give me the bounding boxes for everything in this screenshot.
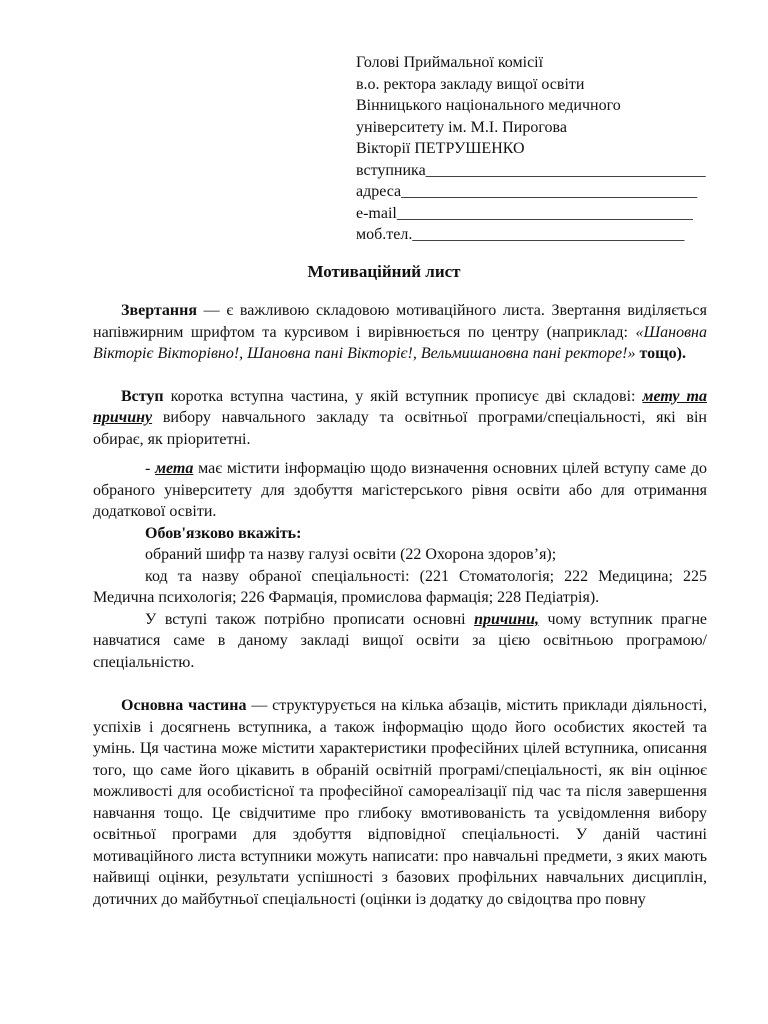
- addressee-name: Вікторії ПЕТРУШЕНКО: [356, 140, 525, 157]
- goal-text: має містити інформацію щодо визначення основних цілей вступу саме до обраного університету для здобуття магістерського рівня освіти або для отримання додаткової освіти.: [93, 460, 708, 520]
- required-heading: Обов'язково вкажіть:: [145, 524, 302, 542]
- document-title: Мотиваційний лист: [307, 262, 461, 281]
- reasons-text-1: У вступі також потрібно прописати основні: [145, 610, 475, 628]
- required-item-1: обраний шифр та назву галузі освіти (22 Охорона здоров’я);: [145, 546, 557, 563]
- main-text: — структурується на кілька абзаців, містить приклади діяльності, успіхів і досягнень вступника, а також інформацію щодо його особистих якостей та умінь. Ця частина може містити характеристики професійних цілей вступника, описання того, що саме його цікавить в обраній освітній програмі/спеціальності, як він оцінює можливості для особистісної та професійної самореалізації під час та після завершення навчання тощо. Це свідчитиме про глибоку вмотивованість та усвідомлення вибору освітньої програми для здобуття відповідної спеціальності. У даній частині мотиваційного листа вступники можуть написати: про навчальні предмети, з яких мають найвищі оцінки, результати успішності з базових профільних навчальних дисциплін, дотичних до майбутньої спеціальності (оцінки із додатку до свідоцтва про повну: [93, 697, 708, 908]
- paragraph-main: [93, 695, 707, 910]
- document-body: [93, 300, 707, 910]
- reasons-text-2: чому вступник прагне навчатися саме в даному закладі вищої освіти за цією освітньою програмою/спеціальністю.: [93, 610, 708, 671]
- addressee-line-2: в.о. ректора закладу вищої освіти: [356, 75, 585, 93]
- salutation-text-2: тощо).: [635, 345, 686, 362]
- salutation-text-1: — є важливою складовою мотиваційного листа. Звертання виділяється напівжирним шрифтом та курсивом і вирівнюється по центру (наприклад:: [93, 302, 707, 341]
- reasons-term: причини,: [474, 610, 539, 628]
- applicant-field: вступника___________________________________: [356, 161, 706, 179]
- addressee-line-1: Голові Приймальної комісії: [356, 54, 544, 71]
- intro-text-1: коротка вступна частина, у якій вступник прописує дві складові:: [163, 387, 643, 405]
- address-field: адреса_____________________________________: [356, 183, 698, 200]
- phone-field: моб.тел.__________________________________: [356, 226, 685, 243]
- addressee-line-3: Вінницького національного медичного: [356, 97, 621, 114]
- goal-term: мета: [155, 460, 194, 477]
- paragraph-goal: [93, 458, 707, 523]
- intro-lead: Вступ: [121, 387, 164, 405]
- main-lead: Основна частина: [121, 697, 247, 714]
- addressee-block: [356, 52, 716, 246]
- goal-dash: -: [145, 460, 156, 477]
- salutation-example: «Шановна Вікторіє Вікторівно!, Шановна пані Вікторіє!, Вельмишановна пані ректоре!»: [93, 323, 707, 362]
- email-field: e-mail_____________________________________: [356, 204, 693, 222]
- salutation-lead: Звертання: [121, 302, 198, 319]
- intro-text-2: вибору навчального закладу та освітньої програми/спеціальності, які він обирає, як пріоритетні.: [93, 409, 707, 448]
- required-item-2: код та назву обраної спеціальності: (221 Стоматологія; 222 Медицина; 225 Медична психологія; 226 Фармація, промислова фармація; 228 Педіатрія).: [93, 567, 707, 606]
- paragraph-intro: [93, 386, 707, 451]
- paragraph-reasons: [93, 609, 707, 674]
- paragraph-salutation: [93, 300, 707, 365]
- addressee-line-4: університету ім. М.І. Пирогова: [356, 118, 567, 136]
- intro-goal: мету та причину: [93, 387, 707, 426]
